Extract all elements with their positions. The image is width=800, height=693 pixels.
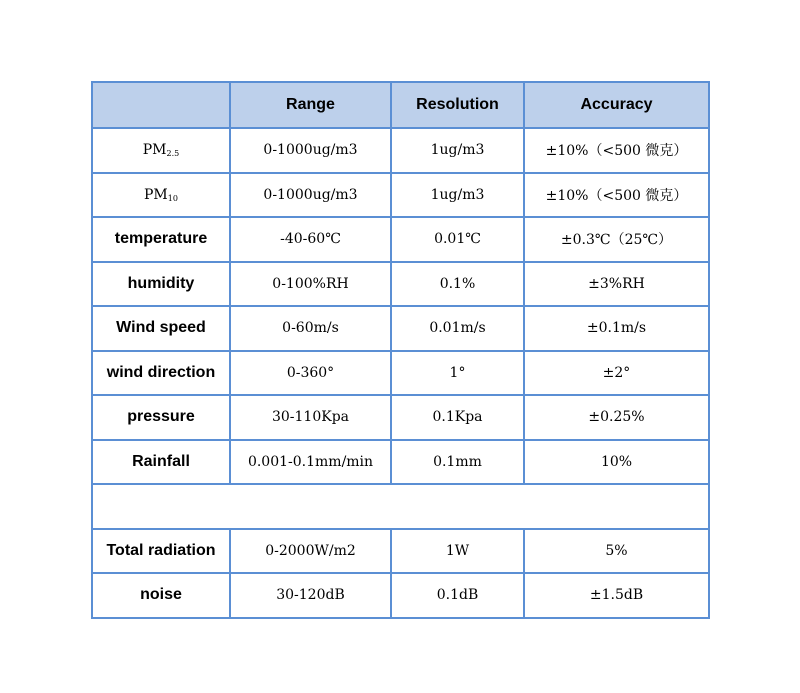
table-row <box>92 529 709 574</box>
row-range: 0-60m/s <box>230 306 391 351</box>
row-range <box>230 484 391 529</box>
row-label: temperature <box>92 217 230 262</box>
row-accuracy: ±0.25% <box>524 395 709 440</box>
row-resolution: 0.1dB <box>391 573 524 618</box>
row-range: -40-60℃ <box>230 217 391 262</box>
row-accuracy <box>524 484 709 529</box>
row-resolution: 0.1mm <box>391 440 524 485</box>
row-label: wind direction <box>92 351 230 396</box>
row-accuracy: ±2° <box>524 351 709 396</box>
row-range: 30-110Kpa <box>230 395 391 440</box>
table-row <box>92 573 709 618</box>
sensor-spec-table <box>91 81 710 619</box>
row-label: pressure <box>92 395 230 440</box>
row-label: humidity <box>92 262 230 307</box>
header-row <box>92 82 709 128</box>
table-row <box>92 351 709 396</box>
row-accuracy: ±0.3℃（25℃） <box>524 217 709 262</box>
row-accuracy: ±10%（<500 微克） <box>524 128 709 173</box>
row-label-pm10: $PM_{10}$ <box>92 173 230 218</box>
row-label: Rainfall <box>92 440 230 485</box>
table-row <box>92 128 709 173</box>
row-accuracy: ±1.5dB <box>524 573 709 618</box>
table-row <box>92 173 709 218</box>
row-label: Wind speed <box>92 306 230 351</box>
row-range: 0-360° <box>230 351 391 396</box>
row-range: 30-120dB <box>230 573 391 618</box>
row-range: 0-1000ug/m3 <box>230 173 391 218</box>
row-range: 0-2000W/m2 <box>230 529 391 574</box>
row-resolution: 0.1% <box>391 262 524 307</box>
row-resolution: 1ug/m3 <box>391 128 524 173</box>
table-row <box>92 217 709 262</box>
row-label: noise <box>92 573 230 618</box>
header-corner-cell <box>92 82 230 128</box>
header-resolution: Resolution <box>391 82 524 128</box>
row-accuracy: 10% <box>524 440 709 485</box>
row-accuracy: ±10%（<500 微克） <box>524 173 709 218</box>
row-resolution: 0.01℃ <box>391 217 524 262</box>
row-range: 0-100%RH <box>230 262 391 307</box>
row-accuracy: ±3%RH <box>524 262 709 307</box>
table-row <box>92 262 709 307</box>
table-row <box>92 395 709 440</box>
row-resolution: 0.01m/s <box>391 306 524 351</box>
row-resolution <box>391 484 524 529</box>
row-resolution: 1ug/m3 <box>391 173 524 218</box>
row-resolution: 1W <box>391 529 524 574</box>
row-label-pm25: $PM_{2.5}$ <box>92 128 230 173</box>
row-range: 0-1000ug/m3 <box>230 128 391 173</box>
row-range: 0.001-0.1mm/min <box>230 440 391 485</box>
row-resolution: 0.1Kpa <box>391 395 524 440</box>
empty-row <box>92 484 709 529</box>
row-label: Total radiation <box>92 529 230 574</box>
row-accuracy: ±0.1m/s <box>524 306 709 351</box>
row-label <box>92 484 230 529</box>
table-row <box>92 306 709 351</box>
header-accuracy: Accuracy <box>524 82 709 128</box>
header-range: Range <box>230 82 391 128</box>
table-row <box>92 440 709 485</box>
row-accuracy: 5% <box>524 529 709 574</box>
row-resolution: 1° <box>391 351 524 396</box>
